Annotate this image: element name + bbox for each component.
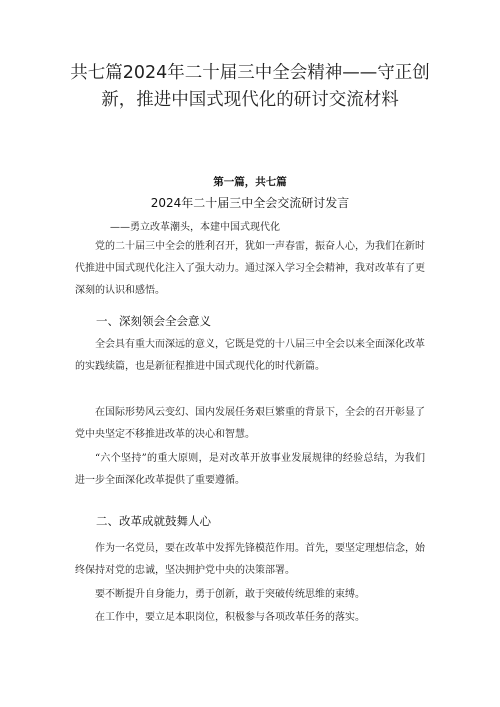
heading-2: 二、改革成就鼓舞人心 [96,514,211,528]
paragraph-5: 要不断提升自身能力，勇于创新，敢于突破传统思维的束缚。 [95,589,365,600]
document-title: 共七篇2024年二十届三中全会精神——守正创新，推进中国式现代化的研讨交流材料 [70,63,430,110]
section-label: 第一篇，共七篇 [213,176,287,188]
speech-subtitle: ——勇立改革潮头，本建中国式现代化 [110,222,280,233]
heading-1: 一、深刻领会全会意义 [96,314,211,328]
paragraph-6: 在工作中，要立足本职岗位，积极参与各项改革任务的落实。 [95,612,365,623]
paragraph-2: 在国际形势风云变幻、国内发展任务艰巨繁重的背景下，全会的召开彰显了党中央坚定不移推进改革的决心和智慧。 [75,407,425,440]
speech-title: 2024年二十届三中全会交流研讨发言 [150,196,350,210]
paragraph-1: 全会具有重大而深远的意义，它既是党的十八届三中全会以来全面深化改革的实践续篇，也是新征程推进中国式现代化的时代新篇。 [75,339,425,372]
intro-paragraph: 党的二十届三中全会的胜利召开，犹如一声春雷，振奋人心，为我们在新时代推进中国式现代化注入了强大动力。通过深入学习全会精神，我对改革有了更深刻的认识和感悟。 [75,241,425,296]
paragraph-3: “六个坚持”的重大原则，是对改革开放事业发展规律的经验总结，为我们进一步全面深化改革提供了重要遵循。 [75,453,425,486]
paragraph-4: 作为一名党员，要在改革中发挥先锋模范作用。首先，要坚定理想信念，始终保持对党的忠诚，坚决拥护党中央的决策部署。 [75,543,425,576]
